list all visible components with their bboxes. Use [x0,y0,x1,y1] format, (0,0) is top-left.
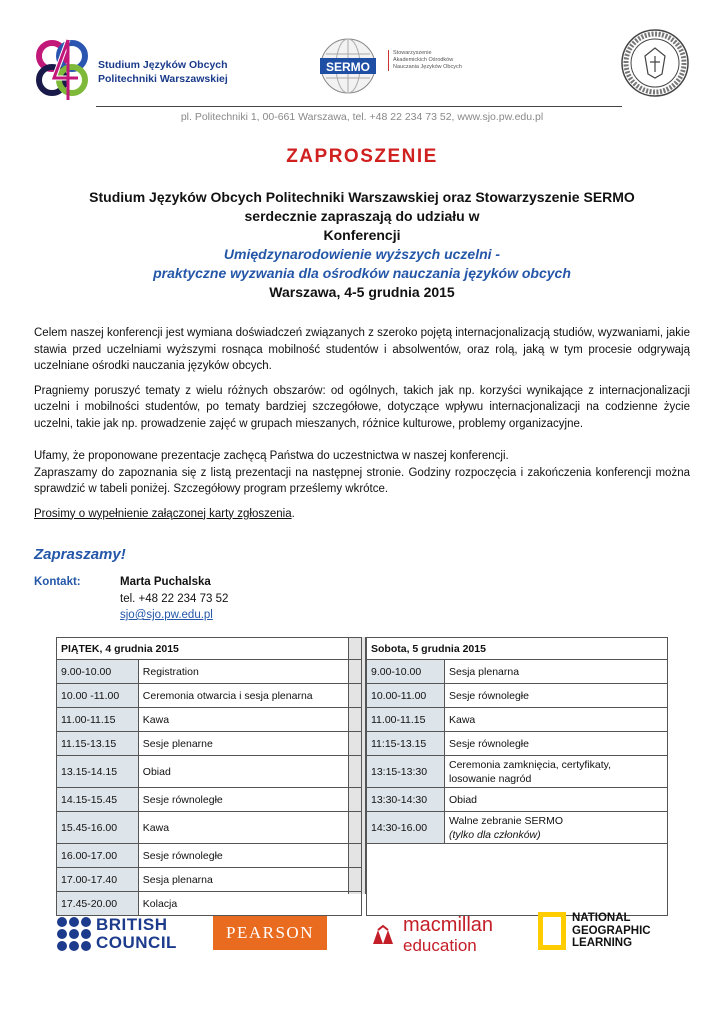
intro-line-3: Konferencji [323,227,401,243]
conference-date: Warszawa, 4-5 grudnia 2015 [269,284,455,300]
paragraph-2: Pragniemy poruszyć tematy z wielu różnych obszarów: od ogólnych, takich jak np. korzyści wynikające z internacjonalizacji uczelni i mobilności studentów, po tematy bardziej szczegółowe, dotyczące wpływu internacjonalizacji na codzienne życie uczelni, takie jak np. prowadzenie zajęć w grupach mieszanych, różnice kulturowe, problemy organizacyjne. [34,384,690,430]
natgeo-line2: GEOGRAPHIC [572,924,651,937]
time-cell: 13:30-14:30 [367,788,445,812]
time-cell: 9.00-10.00 [367,660,445,684]
sermo-name [388,50,462,71]
activity-line-1: Walne zebranie SERMO [449,814,563,827]
natgeo-line1: NATIONAL [572,912,631,924]
activity-cell [445,756,668,788]
british-council-line1: BRITISH [96,915,168,934]
letterhead [0,0,724,128]
time-cell: 11.00-11.15 [367,708,445,732]
empty-cell [367,844,668,916]
header-divider [96,106,622,107]
activity-cell: Obiad [445,788,668,812]
contact-label: Kontakt: [34,576,81,588]
sjo-name-line2: Politechniki Warszawskiej [98,73,228,85]
time-cell: 11.00-11.15 [57,708,139,732]
national-geographic-frame-icon [538,912,566,950]
table-row [57,708,362,732]
activity-cell: Sesje równoległe [138,844,361,868]
schedule-saturday [366,637,668,916]
activity-cell: Obiad [138,756,361,788]
activity-cell: Sesje równoległe [445,732,668,756]
time-cell: 10.00 -11.00 [57,684,139,708]
macmillan-line2: education [403,936,477,955]
time-cell: 13:15-13:30 [367,756,445,788]
contact-phone: tel. +48 22 234 73 52 [120,592,229,605]
sponsor-logos [0,908,724,964]
table-row [57,812,362,844]
paragraph-5-end: . [291,507,295,520]
document-title: ZAPROSZENIE [286,146,438,167]
contact-info [120,574,420,624]
activity-cell: Sesje równoległe [138,788,361,812]
conference-title-line-2: praktyczne wyzwania dla ośrodków nauczania języków obcych [153,265,571,281]
table-row-empty [367,844,668,916]
time-cell: 11:15-13.15 [367,732,445,756]
address-line: pl. Politechniki 1, 00-661 Warszawa, tel. +48 22 234 73 52, www.sjo.pw.edu.pl [180,111,544,123]
table-row [57,844,362,868]
table-row [57,660,362,684]
activity-cell: Kawa [138,708,361,732]
time-cell: 15.45-16.00 [57,812,139,844]
activity-line-2: (tylko dla członków) [449,828,541,841]
table-row [57,756,362,788]
activity-cell: Kawa [138,812,361,844]
table-row [57,684,362,708]
macmillan-line1: macmillan [403,914,494,936]
sermo-sub1: Stowarzyszenie [393,50,432,56]
schedule-friday-heading: PIĄTEK, 4 grudnia 2015 [57,638,362,660]
activity-line-2: losowanie nagród [449,772,532,785]
sjo-name [98,58,228,86]
activity-cell: Sesja plenarna [445,660,668,684]
schedule-friday [56,637,362,916]
sjo-name-line1: Studium Języków Obcych [98,59,228,71]
contact-email-link[interactable]: sjo@sjo.pw.edu.pl [120,609,213,621]
table-row [57,788,362,812]
activity-cell: Sesje plenarne [138,732,361,756]
invitation-body [34,325,690,522]
activity-cell: Sesje równoległe [445,684,668,708]
contact-name: Marta Puchalska [120,576,211,588]
activity-cell: Sesja plenarna [138,868,361,892]
time-cell: 13.15-14.15 [57,756,139,788]
activity-cell: Kolacja [138,892,361,916]
intro-line-1: Studium Języków Obcych Politechniki Warszawskiej oraz Stowarzyszenie SERMO [89,189,635,205]
table-row [57,868,362,892]
activity-cell: Kawa [445,708,668,732]
sjo-logo-icon [32,36,92,102]
activity-cell [445,812,668,844]
time-cell: 14.15-15.45 [57,788,139,812]
table-row [367,660,668,684]
paragraph-4: Zapraszamy do zapoznania się z listą prezentacji na następnej stronie. Godziny rozpoczęcia i zakończenia konferencji można sprawdzić w tabeli poniżej. Szczegółowy program prześlemy wkrótce. [34,466,690,495]
activity-cell: Registration [138,660,361,684]
paragraph-1: Celem naszej konferencji jest wymiana doświadczeń związanych z szeroko pojętą internacjonalizacją studiów, wyzwaniami, jakie stawia przed uczelniami wyższymi rosnąca mobilność studentów i absolwentów, oraz rolą, jaką w tym procesie odgrywają uczelniane ośrodki nauczania języków obcych. [34,327,690,372]
invitation-intro [0,188,724,302]
time-cell: 17.45-20.00 [57,892,139,916]
natgeo-line3: LEARNING [572,937,633,949]
table-row [367,732,668,756]
paragraph-5 [34,506,690,523]
british-council-dots-icon [56,916,92,952]
activity-cell: Ceremonia otwarcia i sesja plenarna [138,684,361,708]
time-cell: 10.00-11.00 [367,684,445,708]
national-geographic-text [572,912,651,950]
table-row [367,756,668,788]
sermo-logo-text: SERMO [325,60,371,74]
conference-title-line-1: Umiędzynarodowienie wyższych uczelni - [223,246,501,262]
sermo-globe-icon [318,36,378,96]
sermo-sub3: Nauczania Języków Obcych [393,64,462,70]
british-council-line2: COUNCIL [96,933,177,952]
table-row [367,788,668,812]
time-cell: 16.00-17.00 [57,844,139,868]
university-seal-icon [620,28,690,98]
sermo-sub2: Akademickich Ośrodków [393,57,454,63]
paragraph-3: Ufamy, że proponowane prezentacje zachęcą Państwa do uczestnictwa w naszej konferencji. [34,450,509,462]
time-cell: 11.15-13.15 [57,732,139,756]
intro-line-2: serdecznie zapraszają do udziału w [244,208,480,224]
time-cell: 9.00-10.00 [57,660,139,684]
table-row [367,708,668,732]
time-cell: 14:30-16.00 [367,812,445,844]
table-row [367,684,668,708]
registration-form-link[interactable]: Prosimy o wypełnienie załączonej karty zgłoszenia [34,507,292,520]
closing-greeting: Zapraszamy! [34,546,126,563]
table-row [367,812,668,844]
schedule-saturday-heading: Sobota, 5 grudnia 2015 [367,638,668,660]
time-cell: 17.00-17.40 [57,868,139,892]
activity-line-1: Ceremonia zamknięcia, certyfikaty, [449,758,612,771]
macmillan-mark-icon [371,924,397,946]
pearson-logo: PEARSON [213,916,327,950]
british-council-text [96,916,177,952]
table-row [57,732,362,756]
